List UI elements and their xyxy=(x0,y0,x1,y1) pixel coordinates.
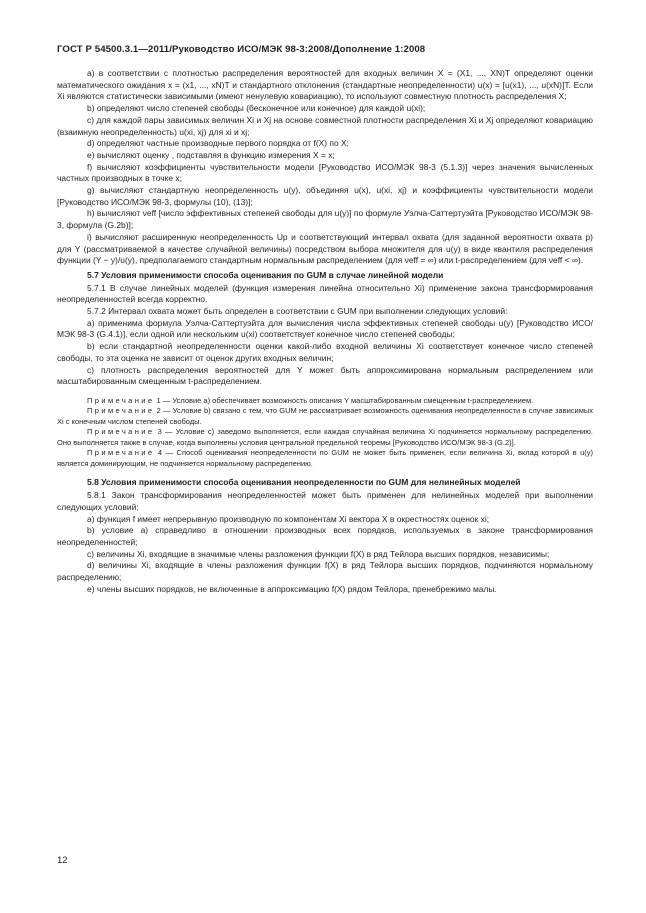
note-text: 2 — Условие b) связано с тем, что GUM не рассматривает возможность оценивания неопределенности в случае зависимых Xi с конечным числом степеней свободы. xyxy=(57,406,593,426)
section-5-7-body xyxy=(57,283,593,388)
paragraph: c) величины Xi, входящие в значимые члены разложения функции f(X) в ряд Тейлора высших порядков, независимы; xyxy=(87,548,550,559)
paragraph: a) применима формула Уэлча-Саттертуэйта для вычисления числа эффективных степеней свободы u(y) [Руководство ИСО/МЭК 98-3 (G.4.1)], если одной или нескольким u(xi) соответствует конечное число степеней свободы; xyxy=(57,317,593,340)
procedure-steps xyxy=(57,68,593,267)
note-text: 3 — Условие с) заведомо выполняется, если каждая случайная величина Xi подчиняется нормальному распределению. Оно выполняется также в случае, когда выполнены условия центральной предельной теоремы [Руководство ИСО/МЭК 98-3 (G.2)]. xyxy=(57,427,593,447)
paragraph: c) плотность распределения вероятностей для Y может быть аппроксимирована нормальным распределением или масштабированным смещенным t-распределением. xyxy=(57,364,593,387)
paragraph: b) если стандартной неопределенности оценки какой-либо входной величины Xi соответствует конечное число степеней свободы, то эта оценка не зависит от оценок других входных величин; xyxy=(57,341,593,363)
step-h: h) вычисляют νeff [число эффективных степеней свободы для u(y)] по формуле Уэлча-Саттертуэйта [Руководство ИСО/МЭК 98-3, формула (G.2b)]; xyxy=(57,208,593,231)
note-label: Примечание xyxy=(87,406,155,416)
paragraph: b) условие а) справедливо в отношении производных всех порядков, используемых в законе трансформирования неопределенностей; xyxy=(57,525,593,547)
paragraph: e) члены высших порядков, не включенные в аппроксимацию f(X) рядом Тейлора, пренебрежимо малы. xyxy=(87,583,497,594)
paragraph: a) функция f имеет непрерывную производную по компонентам Xi вектора X в окрестностях оценок xi; xyxy=(87,513,490,524)
step-c: c) для каждой пары зависимых величин Xi и Xj на основе совместной плотности распределения Xi и Xj определяют ковариацию (взаимную неопределенность) u(xi, xj) для xi и xj; xyxy=(57,114,593,137)
step-f: f) вычисляют коэффициенты чувствительности модели [Руководство ИСО/МЭК 98-3 (5.1.3)] через значения вычисленных частных производных в точке x; xyxy=(57,161,593,184)
step-b: b) определяют число степеней свободы (бесконечное или конечное) для каждой u(xi); xyxy=(87,103,426,114)
step-e: e) вычисляют оценку , подставляя в функцию измерения X = x; xyxy=(87,149,335,160)
section-heading-5-7: 5.7 Условия применимости способа оценивания по GUM в случае линейной модели xyxy=(87,269,444,280)
document-page xyxy=(57,44,593,596)
note-label: Примечание xyxy=(87,448,155,458)
note-text: 4 — Способ оценивания неопределенности по GUM не может быть применен, если величина Xi, вклад которой в u(y) является доминирующим, не подчиняется нормальному распределению. xyxy=(57,448,593,468)
paragraph: 5.8.1 Закон трансформирования неопределенностей может быть применен для нелинейных моделей при выполнении следующих условий: xyxy=(57,490,593,512)
paragraph: 5.7.1 В случае линейных моделей (функция измерения линейна относительно Xi) применение закона трансформирования неопределенностей всегда корректно. xyxy=(57,282,593,305)
step-a: а) в соответствии с плотностью распределения вероятностей для входных величин X = (X1, ..., XN)T определяют оценки математического ожидания x = (x1, ..., xN)T и стандартного отклонения (стандартные неопределенности) u(x) = [u(x1), ..., u(xN)]T. Если Xi являются статистически зависимыми (имеют ненулевую ковариацию), то используют совместную плотность распределения X; xyxy=(57,68,593,102)
note-3 xyxy=(57,427,593,448)
step-i: i) вычисляют расширенную неопределенность Up и соответствующий интервал охвата (для заданной вероятности охвата p) для Y (рассматриваемой в качестве случайной величины) посредством выбора множителя для u(y) в виде квантиля распределения функции (Y − y)/u(y), предполагаемого стандартным нормальным распределением (для νeff = ∞) или t-распределением (для νeff < ∞). xyxy=(57,231,593,266)
note-1 xyxy=(57,396,593,407)
section-5-8-body xyxy=(57,490,593,595)
note-text: 1 — Условие а) обеспечивает возможность описания Y масштабированным смещенным t-распределением. xyxy=(154,395,534,405)
note-label: Примечание xyxy=(87,395,155,405)
note-4 xyxy=(57,448,593,469)
note-2 xyxy=(57,406,593,427)
paragraph: 5.7.2 Интервал охвата может быть определен в соответствии с GUM при выполнении следующих условий: xyxy=(87,306,508,317)
document-header: ГОСТ Р 54500.3.1—2011/Руководство ИСО/МЭК 98-3:2008/Дополнение 1:2008 xyxy=(57,44,426,55)
step-d: d) определяют частные производные первого порядка от f(X) по X; xyxy=(87,138,349,149)
spacer xyxy=(57,469,593,474)
notes-block xyxy=(57,396,593,470)
section-heading-5-8: 5.8 Условия применимости способа оценивания неопределенности по GUM для нелинейных моделей xyxy=(87,477,521,488)
step-g: g) вычисляют стандартную неопределенность u(y), объединяя u(x), u(xi, xj) и коэффициенты чувствительности модели [Руководство ИСО/МЭК 98-3, формулы (10), (13)]; xyxy=(57,185,593,207)
paragraph: d) величины Xi, входящие в члены разложения функции f(X) в ряд Тейлора высших порядков, подчиняются нормальному распределению; xyxy=(57,560,593,583)
page-number: 12 xyxy=(57,855,68,866)
note-label: Примечание xyxy=(87,427,155,437)
